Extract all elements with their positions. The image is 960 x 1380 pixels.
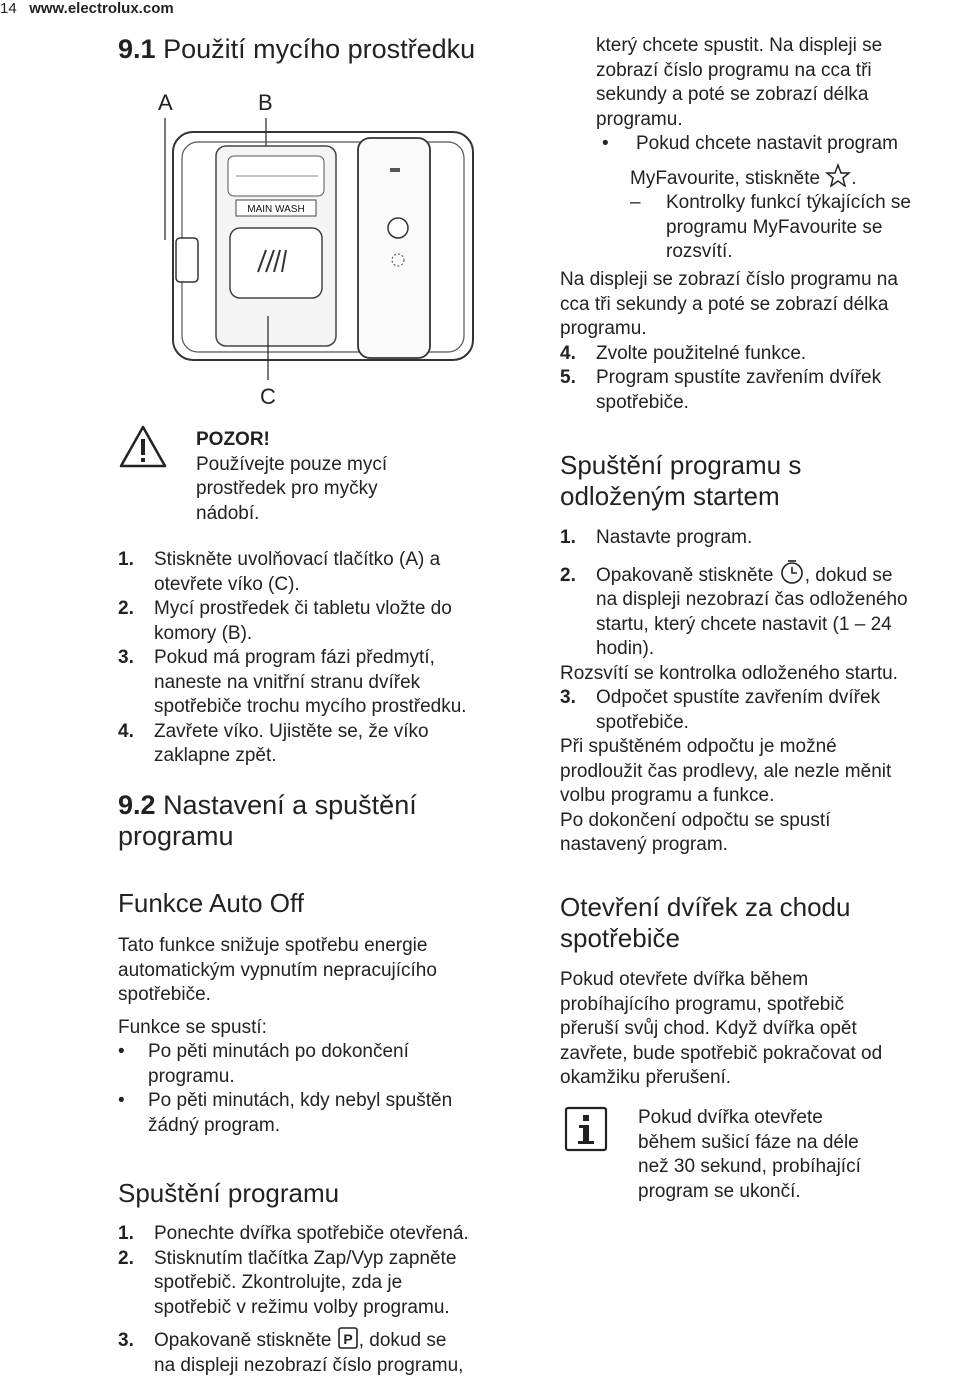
- text-line: Funkce se spustí:: [118, 1016, 267, 1038]
- warning-line: nádobí.: [196, 502, 260, 524]
- bullet-line: MyFavourite, stiskněte: [630, 167, 821, 189]
- text-line: spotřebiče.: [118, 984, 211, 1005]
- section-title: Nastavení a spuštění: [163, 790, 417, 820]
- delay-steps: [560, 526, 960, 858]
- door-opening-heading: [560, 892, 850, 954]
- text-line: automatickým vypnutím nepracujícího: [118, 959, 437, 981]
- step-line: Zvolte použitelné funkce.: [596, 342, 807, 364]
- step-number: 4.: [118, 720, 134, 742]
- info-icon: [564, 1106, 608, 1152]
- step-number: 1.: [118, 1223, 134, 1244]
- step-line: , dokud se: [358, 1330, 447, 1351]
- step-number: 1.: [118, 549, 134, 570]
- text-line: Pokud dvířka otevřete: [638, 1107, 823, 1128]
- text-line: nastavený program.: [560, 834, 728, 855]
- main-wash-label: MAIN WASH: [247, 204, 305, 215]
- step-number: 5.: [560, 367, 576, 388]
- dash-line: programu MyFavourite se: [666, 216, 883, 238]
- text-line: během sušicí fáze na déle: [638, 1131, 859, 1153]
- step-line: Stiskněte uvolňovací tlačítko (A) a: [154, 549, 441, 570]
- text-line: který chcete spustit. Na displeji se: [596, 35, 883, 56]
- text-line: než 30 sekund, probíhající: [638, 1156, 861, 1177]
- dash-icon: –: [630, 192, 641, 213]
- step-line: Pokud má program fázi předmytí,: [154, 647, 435, 668]
- step-item: [118, 548, 538, 573]
- step-line: spotřebič v režimu volby programu.: [154, 1296, 450, 1318]
- step-item: [118, 597, 538, 622]
- step-line: Odpočet spustíte zavřením dvířek: [596, 687, 881, 708]
- heading-line: Otevření dvířek za chodu: [560, 892, 851, 922]
- warning-title: POZOR!: [196, 429, 270, 450]
- step-line: Zavřete víko. Ujistěte se, že víko: [154, 720, 429, 742]
- heading-line: odloženým startem: [560, 481, 780, 511]
- bullet-icon: •: [118, 1041, 125, 1062]
- warning-line: Používejte pouze mycí: [196, 453, 388, 475]
- bullet-line: Pokud chcete nastavit program: [636, 133, 898, 154]
- step-line: Program spustíte zavřením dvířek: [596, 367, 882, 388]
- warning-icon: [118, 424, 168, 470]
- page-number: 14: [0, 0, 17, 17]
- section-9-1-title: [118, 34, 475, 65]
- svg-text:P: P: [343, 1331, 353, 1347]
- step-item: [118, 720, 538, 745]
- text-line: programu.: [560, 318, 647, 339]
- program-button-icon: [337, 1326, 359, 1350]
- dash-line: Kontrolky funkcí týkajících se: [666, 192, 911, 213]
- delay-start-heading: [560, 450, 801, 512]
- detergent-steps: [118, 548, 538, 769]
- right-after: [560, 268, 960, 415]
- section-number: 9.1: [118, 34, 156, 64]
- step-line: Opakovaně stiskněte: [154, 1330, 332, 1351]
- step-number: 4.: [560, 342, 576, 364]
- step-line: spotřebiče.: [596, 711, 689, 733]
- text-line: sekundy a poté se zobrazí délka: [596, 84, 869, 105]
- text-line: probíhajícího programu, spotřebič: [560, 993, 845, 1015]
- delay-start-clock-icon: [779, 559, 805, 585]
- bullet-icon: •: [118, 1090, 125, 1111]
- figure-label-c: C: [260, 384, 276, 409]
- dash-line: rozsvítí.: [666, 241, 733, 262]
- text-line: Při spuštěném odpočtu je možné: [560, 736, 837, 757]
- step-line: Nastavte program.: [596, 527, 753, 548]
- text-line: programu.: [596, 108, 683, 130]
- section-title-cont: programu: [118, 821, 234, 851]
- site-url: www.electrolux.com: [29, 0, 174, 17]
- page-header: [0, 0, 174, 17]
- section-title: Použití mycího prostředku: [163, 34, 476, 64]
- text-line: program se ukončí.: [638, 1180, 801, 1202]
- text-line: Pokud otevřete dvířka během: [560, 969, 809, 990]
- bullet-line: .: [851, 167, 857, 189]
- info-text: [638, 1106, 958, 1204]
- step-number: 2.: [118, 1247, 134, 1269]
- heading-line: Spuštění programu s: [560, 450, 802, 480]
- door-text: [560, 968, 960, 1091]
- step-line: spotřebiče.: [596, 391, 689, 413]
- text-line: Po dokončení odpočtu se spustí: [560, 809, 831, 831]
- step-number: 3.: [560, 687, 576, 708]
- step-line: hodin).: [596, 638, 655, 659]
- text-line: okamžiku přerušení.: [560, 1067, 732, 1088]
- step-item: [118, 646, 538, 671]
- step-line: Mycí prostředek či tabletu vložte do: [154, 598, 452, 619]
- autooff-heading: Funkce Auto Off: [118, 888, 304, 918]
- step-line: Stisknutím tlačítka Zap/Vyp zapněte: [154, 1247, 457, 1269]
- step-line: spotřebič. Zkontrolujte, zda je: [154, 1272, 403, 1293]
- text-line: Tato funkce snižuje spotřebu energie: [118, 935, 428, 956]
- text-line: cca tři sekundy a poté se zobrazí délka: [560, 293, 889, 315]
- bullet-line: žádný program.: [148, 1114, 281, 1136]
- step-number: 2.: [118, 598, 134, 619]
- text-line: zavřete, bude spotřebič pokračovat od: [560, 1042, 883, 1064]
- heading-line: spotřebiče: [560, 923, 680, 953]
- bullet-line: Po pěti minutách, kdy nebyl spuštěn: [148, 1090, 453, 1111]
- warning-line: prostředek pro myčky: [196, 478, 378, 499]
- step-line: startu, který chcete nastavit (1 – 24: [596, 613, 892, 635]
- text-line: prodloužit čas prodlevy, ale nezle měnit: [560, 760, 892, 782]
- text-line: volbu programu a funkce.: [560, 785, 775, 806]
- start-program-heading: Spuštění programu: [118, 1178, 340, 1208]
- bullet-line: programu.: [148, 1065, 235, 1087]
- step-number: 3.: [118, 1330, 134, 1351]
- step-number: 3.: [118, 647, 134, 668]
- bullet-line: Po pěti minutách po dokončení: [148, 1041, 409, 1062]
- right-continued: [596, 34, 956, 265]
- section-number: 9.2: [118, 790, 156, 820]
- step-line: otevřete víko (C).: [154, 573, 300, 595]
- start-steps: [118, 1222, 538, 1378]
- step-line: na displeji nezobrazí číslo programu,: [154, 1354, 464, 1376]
- step-line: naneste na vnitřní stranu dvířek: [154, 671, 421, 693]
- step-line: Opakovaně stiskněte: [596, 564, 774, 586]
- figure-label-b: B: [258, 90, 273, 115]
- section-9-2-title: [118, 790, 417, 852]
- step-line: zaklapne zpět.: [154, 745, 277, 766]
- text-line: Na displeji se zobrazí číslo programu na: [560, 269, 898, 290]
- step-number: 1.: [560, 527, 576, 548]
- figure-label-a: A: [158, 90, 173, 115]
- step-number: 2.: [560, 564, 576, 586]
- text-line: Rozsvítí se kontrolka odloženého startu.: [560, 662, 898, 684]
- step-line: na displeji nezobrazí čas odloženého: [596, 589, 908, 610]
- text-line: přeruší svůj chod. Když dvířka opět: [560, 1018, 857, 1039]
- text-line: zobrazí číslo programu na cca tři: [596, 59, 872, 81]
- detergent-dispenser-figure: [118, 80, 538, 410]
- step-line: komory (B).: [154, 622, 253, 644]
- bullet-icon: •: [602, 133, 609, 154]
- step-line: , dokud se: [804, 564, 893, 586]
- myfavourite-star-icon: [825, 163, 851, 187]
- step-line: spotřebiče trochu mycího prostředku.: [154, 696, 467, 717]
- autooff-text: [118, 934, 538, 1138]
- warning-block: [196, 428, 387, 526]
- step-line: Ponechte dvířka spotřebiče otevřená.: [154, 1223, 469, 1244]
